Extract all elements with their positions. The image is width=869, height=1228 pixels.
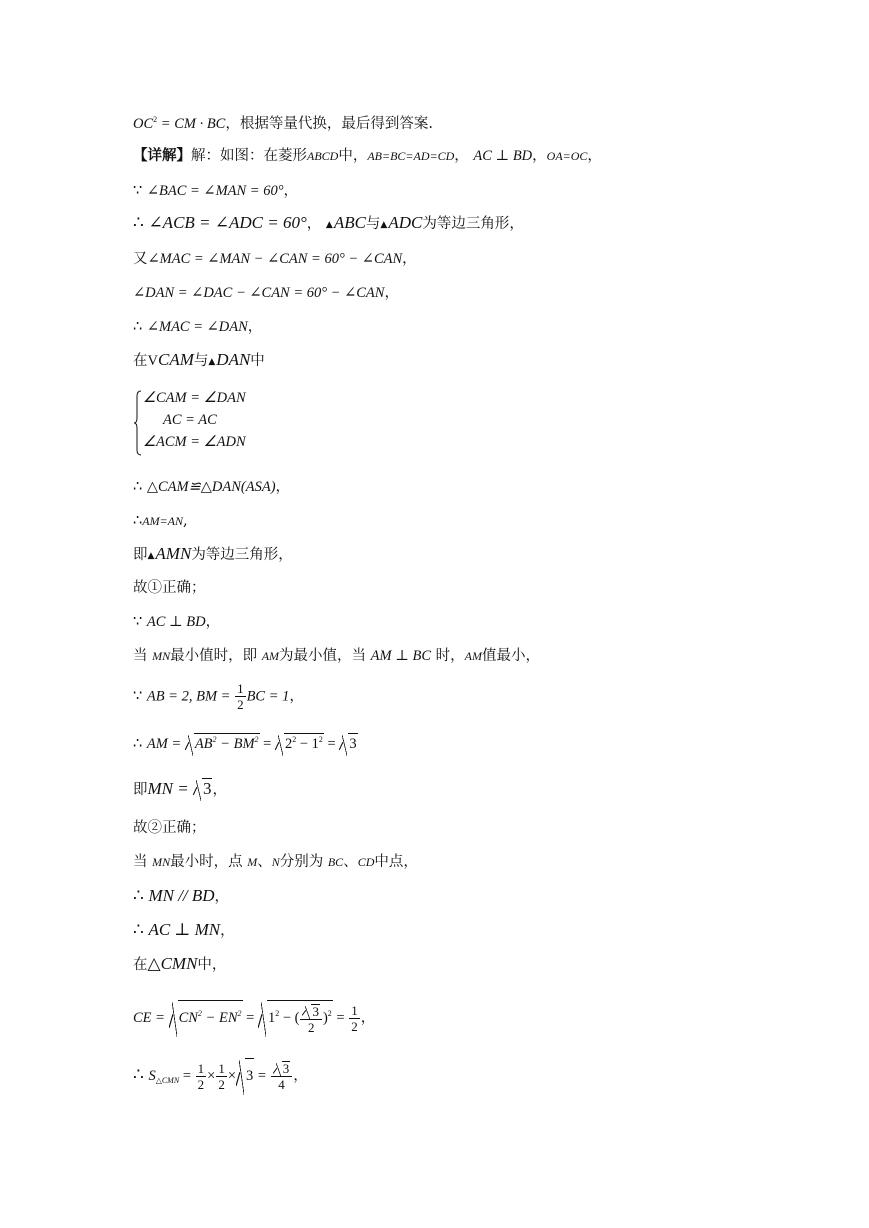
math: ∠DAN = ∠DAC − ∠CAN = 60° − ∠CAN: [133, 285, 385, 301]
therefore-symbol: ∴: [133, 1065, 144, 1085]
text: 在: [133, 353, 148, 369]
because-symbol: ∵: [133, 183, 143, 199]
math: AC ⊥ BD: [473, 148, 533, 164]
math-oc: OC: [133, 116, 154, 132]
equals: =: [179, 1068, 195, 1084]
math: MN // BD: [148, 886, 215, 905]
text: ，: [214, 889, 230, 905]
text: 故②正确；: [133, 820, 206, 836]
denominator: 4: [278, 1077, 285, 1092]
math: AM: [261, 649, 280, 663]
because-symbol: ∵: [133, 614, 143, 630]
math: AB = 2, BM =: [146, 688, 235, 705]
text: ，: [454, 148, 469, 164]
equation-system: [133, 390, 333, 456]
line-conclusion-2: [133, 818, 206, 838]
text: 值最小，: [481, 648, 540, 664]
radicand: 1: [267, 1010, 276, 1026]
text: 最小时，点: [170, 854, 243, 870]
exponent: 2: [318, 735, 323, 744]
text: 当: [133, 648, 148, 664]
radicand: 3: [202, 779, 212, 798]
line-am-value: [133, 733, 358, 754]
sqrt-2-1: [275, 733, 324, 754]
text: ,: [183, 513, 188, 529]
math: V: [147, 353, 158, 369]
text: 为等边三角形，: [422, 216, 524, 232]
triangle-icon: ▲: [380, 220, 388, 230]
text: 故①正确；: [133, 580, 206, 596]
text: ，: [293, 1068, 308, 1084]
line-ac-perp-bd: [133, 612, 220, 632]
system-eq-2: AC = AC: [163, 412, 217, 428]
math: BC: [327, 855, 344, 869]
math-cm-bc: = CM · BC: [157, 116, 226, 132]
numerator: 1: [218, 1060, 225, 1076]
exponent: 2: [275, 1009, 280, 1018]
text: 、: [343, 854, 358, 870]
math: M: [247, 855, 258, 869]
sqrt-3: [302, 1004, 320, 1018]
line-oc-squared: [133, 114, 433, 134]
exponent: 2: [254, 735, 259, 744]
line-mn-value: [133, 778, 227, 800]
math: DAN: [216, 350, 251, 369]
text: 当: [133, 854, 148, 870]
text: 为最小值，当: [279, 648, 367, 664]
line-bac-man: [133, 181, 298, 201]
because-symbol: ∵: [133, 688, 143, 705]
equals: =: [332, 1010, 349, 1026]
radicand: − (: [279, 1010, 300, 1026]
numerator: 1: [351, 1002, 358, 1018]
therefore-symbol: ∴: [133, 920, 144, 940]
text: ，根据等量代换，最后得到答案.: [225, 116, 433, 132]
text: ，: [275, 479, 291, 495]
therefore-symbol: ∴: [133, 886, 144, 906]
text: ，: [402, 251, 417, 267]
line-congruence: [133, 477, 290, 497]
math: MN: [152, 649, 171, 663]
triangle-icon: ▲: [325, 220, 333, 230]
math: AMN: [155, 544, 192, 563]
math: AM =: [146, 736, 185, 752]
line-area-cmn: [133, 1058, 308, 1093]
radicand: 3: [348, 733, 357, 754]
text: ，: [360, 1010, 376, 1026]
fraction-sqrt3-over-2: [300, 1004, 322, 1034]
text: 在: [133, 957, 148, 973]
radicand: 3: [312, 1003, 319, 1019]
text: 中，: [338, 148, 368, 164]
exponent: 2: [197, 1009, 202, 1018]
fraction-half: [349, 1004, 360, 1033]
math: CE =: [133, 1010, 169, 1026]
math: AB=BC=AD=CD: [367, 149, 455, 163]
denominator: 2: [237, 697, 244, 712]
math: BC = 1: [246, 688, 290, 705]
math: CD: [357, 855, 375, 869]
sqrt-cn-en: [169, 1000, 243, 1035]
math: MN =: [147, 779, 193, 798]
radicand: − 1: [296, 736, 319, 752]
line-conclusion-1: [133, 578, 206, 598]
math: △CAM≌△DAN(ASA): [146, 479, 276, 495]
equals: =: [259, 736, 275, 752]
math: OA=OC: [546, 149, 588, 163]
math: ABC: [333, 213, 366, 232]
text: ，: [289, 688, 304, 705]
text: 又: [133, 251, 148, 267]
text: ，: [212, 782, 227, 798]
sqrt-1-minus-frac: [258, 1000, 333, 1035]
fraction-half: [235, 682, 246, 711]
math: △CMN: [147, 954, 198, 973]
math: ∠ACB = ∠ADC = 60°: [148, 213, 307, 232]
text: ，: [532, 148, 547, 164]
line-mac: [133, 249, 417, 269]
radicand: CN: [178, 1010, 198, 1026]
line-ac-perp-mn: [133, 920, 235, 941]
line-detailed-solution: [133, 146, 602, 166]
math: AM: [464, 649, 482, 663]
text: 、: [257, 854, 272, 870]
exponent: 2: [212, 735, 217, 744]
text: 与: [193, 353, 209, 369]
math: N: [271, 855, 280, 869]
numerator: 1: [197, 1060, 205, 1076]
text: ，: [587, 148, 602, 164]
exponent: 2: [237, 1009, 242, 1018]
line-min-value: [133, 646, 540, 666]
line-in-cmn: [133, 954, 226, 975]
triangle-icon: ▲: [208, 357, 216, 367]
equals: =: [242, 1010, 258, 1026]
radicand: AB: [194, 736, 213, 752]
text: 最小值时，即: [170, 648, 258, 664]
line-mac-eq-dan: [133, 317, 262, 337]
text: ，: [247, 319, 263, 335]
line-am-an: [133, 511, 188, 531]
denominator: 2: [218, 1076, 225, 1092]
text: 时，: [435, 648, 465, 664]
line-acb-adc: [133, 213, 524, 235]
system-eq-3: ∠ACM = ∠ADN: [143, 434, 246, 450]
radicand: − BM: [216, 736, 255, 752]
radicand: − EN: [201, 1010, 238, 1026]
text: 为等边三角形，: [191, 547, 293, 563]
text: 中，: [197, 957, 227, 973]
triangle-icon: ▲: [147, 551, 155, 561]
equals: =: [323, 736, 340, 752]
math: ∠MAC = ∠DAN: [146, 319, 248, 335]
text: 即: [133, 782, 148, 798]
therefore-symbol: ∴: [133, 213, 144, 233]
denominator: 2: [307, 1019, 315, 1035]
text: ，: [220, 923, 235, 939]
text: 与: [365, 216, 381, 232]
fraction-half: [196, 1062, 207, 1091]
times: ×: [207, 1068, 216, 1084]
math: CAM: [157, 350, 194, 369]
sqrt-3: [339, 733, 357, 754]
radicand: 3: [245, 1058, 254, 1093]
sqrt-3: [273, 1061, 291, 1075]
therefore-symbol: ∴: [133, 736, 143, 752]
math: AM ⊥ BC: [370, 648, 432, 664]
line-dan: [133, 283, 399, 303]
fraction-sqrt3-over-4: [271, 1061, 293, 1091]
exponent: 2: [327, 1009, 332, 1018]
subscript: △CMN: [155, 1076, 180, 1085]
numerator: 1: [237, 681, 244, 696]
text: ，: [306, 216, 322, 232]
denominator: 2: [197, 1076, 205, 1092]
system-eq-1: ∠CAM = ∠DAN: [143, 390, 246, 406]
line-ce-value: [133, 1000, 375, 1035]
math: AC ⊥ BD: [146, 614, 206, 630]
fraction-half: [216, 1062, 227, 1091]
math: ADC: [388, 213, 423, 232]
sqrt-3: [236, 1058, 254, 1093]
left-brace-icon: [133, 390, 143, 456]
text: 分别为: [279, 854, 324, 870]
text: ，: [205, 614, 221, 630]
sqrt-ab-bm: [185, 733, 260, 754]
radicand: ): [322, 1010, 328, 1026]
equals: =: [254, 1068, 270, 1084]
math: MN: [152, 855, 171, 869]
text: ，: [384, 285, 399, 301]
text: 解：如图：在菱形: [191, 148, 307, 164]
text: 即: [133, 547, 148, 563]
text: 中点，: [374, 854, 418, 870]
exponent: 2: [153, 115, 158, 124]
text: 中: [250, 353, 265, 369]
line-mn-parallel-bd: [133, 886, 229, 907]
line-ab-bm: [133, 682, 304, 711]
radicand: 2: [284, 736, 293, 752]
radicand: 3: [282, 1061, 290, 1076]
math: S: [148, 1068, 156, 1084]
exponent: 2: [292, 735, 297, 744]
math: ABCD: [307, 149, 339, 163]
math: AC ⊥ MN: [148, 920, 221, 939]
text: ，: [283, 183, 299, 199]
denominator: 2: [351, 1018, 358, 1034]
line-amn-equilateral: [133, 544, 293, 566]
therefore-symbol: ∴: [133, 513, 143, 529]
line-in-triangles: [133, 350, 265, 372]
times: ×: [227, 1068, 236, 1084]
line-midpoints: [133, 852, 418, 872]
sqrt-3: [193, 778, 213, 799]
math: ∠BAC = ∠MAN = 60°: [146, 183, 284, 199]
math: ∠MAC = ∠MAN − ∠CAN = 60° − ∠CAN: [147, 251, 403, 267]
therefore-symbol: ∴: [133, 319, 143, 335]
section-label: 【详解】: [133, 147, 191, 164]
therefore-symbol: ∴: [133, 479, 143, 495]
math: AM=AN: [142, 514, 183, 528]
